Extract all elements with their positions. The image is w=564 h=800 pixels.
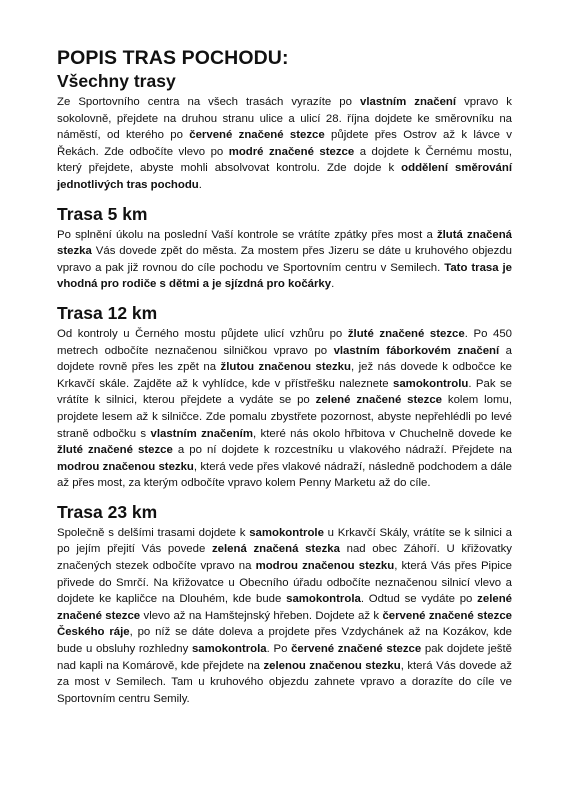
section-heading-all-routes: Všechny trasy [57,71,176,91]
section-heading-route-5km: Trasa 5 km [57,203,148,224]
section-text-route-12km: Od kontroly u Černého mostu půjdete ulicí vzhůru po žluté značené stezce. Po 450 metrech odbočíte neznačenou silničkou vpravo po vlastním fáborkovém značení a dojdete rovně přes les zpět na žlutou značenou stezku, jež nás dovede k odbočce ke Krkavčí skále. Zajděte až k vyhlídce, kde v přístřešku naleznete samokontrolu. Pak se vrátíte k silnici, kterou přejdete a vydáte se po zelené značené stezce kolem lomu, projdete lesem až k silničce. Zde pomalu zbystřete pozornost, abyste nepřehlédli po levé straně odbočku s vlastním značením, které nás okolo hřbitova v Chuchelně dovede ke žluté značené stezce a po ní dojdete k rozcestníku u vlakového nádraží. Přejdete na modrou značenou stezku, která vede přes vlakové nádraží, následně podchodem a dále až přes most, za kterým odbočíte vpravo kolem Penny Marketu až do cíle. [57,327,513,490]
section-heading-route-23km: Trasa 23 km [57,501,158,522]
section-text-all-routes: Ze Sportovního centra na všech trasách vyrazíte po vlastním značení vpravo k sokolovně, přejdete na druhou stranu ulice a ulicí 28. října dojdete ke směrovníku na náměstí, od kterého po červené značené stezce půjdete přes Ostrov až k lávce v Řekách. Zde odbočíte vlevo po modré značené stezce a dojdete k Černému mostu, který přejdete, abyste mohli absolvovat kontrolu. Zde dojde k oddělení směrování jednotlivých tras pochodu. [57,96,512,191]
page-title: POPIS TRAS POCHODU: [57,47,289,69]
section-text-route-23km: Společně s delšími trasami dojdete k samokontrole u Krkavčí Skály, vrátíte se k silnici a po jejím přejití Vás povede zelená značená stezka nad obec Záhoří. U křižovatky značených stezek odbočíte vpravo na modrou značenou stezku, která Vás přes Pipice přivede do Smrčí. Na křižovatce u Obecního úřadu odbočíte neznačenou silnicí vlevo a dojdete ke kapličce na Dlouhém, kde bude samokontrola. Odtud se vydáte po zelené značené stezce vlevo až na Hamštejnský hřeben. Dojdete až k červené značené stezce Českého ráje, po níž se dáte doleva a projdete přes Vzdychánek až na Kozákov, kde bude u obsluhy rozhledny samokontrola. Po červené značené stezce pak dojdete ještě nad kapli na Komárově, kde přejdete na zelenou značenou stezku, která Vás dovede až za most v Semilech. Tam u kruhového objezdu zahnete vpravo a dorazíte do cíle ve Sportovním centru Semily. [57,526,513,705]
section-heading-route-12km: Trasa 12 km [57,302,158,323]
section-text-route-5km: Po splnění úkolu na poslední Vaší kontrole se vrátíte zpátky přes most a žlutá značená stezka Vás dovede zpět do města. Za mostem přes Jizeru se dáte u kruhového objezdu vpravo a pak již rovnou do cíle pochodu ve Sportovním centru v Semilech. Tato trasa je vhodná pro rodiče s dětmi a je sjízdná pro kočárky. [57,228,512,291]
